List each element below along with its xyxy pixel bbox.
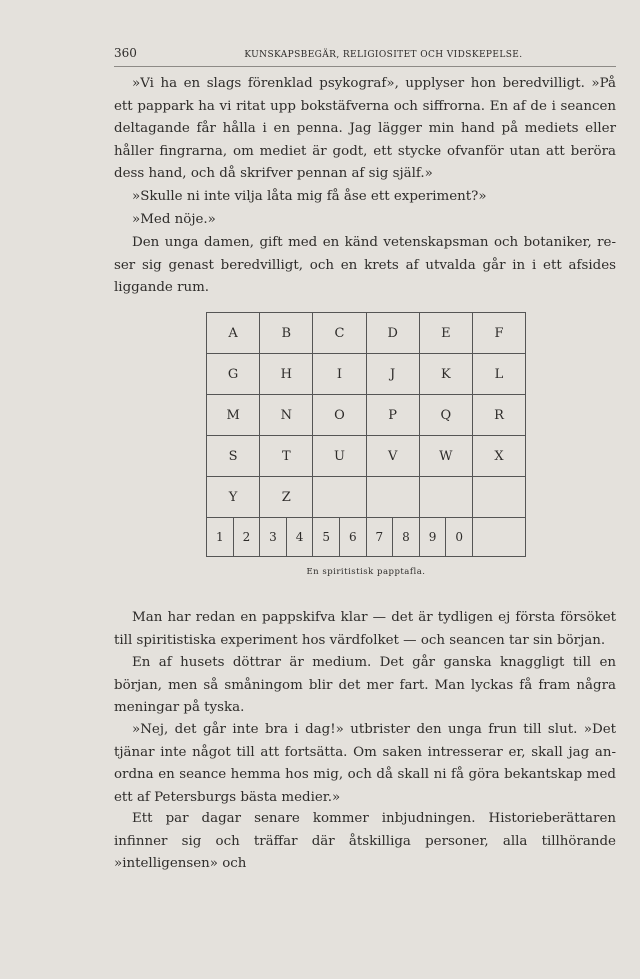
letter-cell	[366, 477, 419, 518]
letter-cell: I	[313, 354, 366, 395]
table-row	[207, 395, 526, 436]
paragraph: »Skulle ni inte vilja låta mig få åse ett experiment?»	[132, 189, 487, 204]
digit: 9	[428, 530, 437, 544]
table-row	[207, 313, 526, 354]
digit: 1	[215, 530, 224, 544]
paragraph: Man har redan en pappskifva klar — det är tydligen ej första försöket till spiritistiska experiment hos värdfolket — och seancen tar sin början.	[114, 610, 616, 648]
letter-cell: H	[260, 354, 313, 395]
digit: 5	[322, 530, 330, 544]
digit: 8	[392, 518, 419, 556]
table-row	[207, 477, 526, 518]
letter-cell: O	[313, 395, 366, 436]
page-number: 360	[114, 46, 137, 60]
letter-cell: C	[313, 313, 366, 354]
paragraph: »Vi ha en slags förenklad psykograf», upplyser hon beredvilligt. »På ett pappark ha vi ritat upp bokstäfverna och siffrorna. En af de i seancen deltagande får hålla i en penna. Jag lägger min hand på mediets eller håller fingrarna, om mediet är godt, ett stycke ofvanför utan att beröra dess hand, och då skrifver pennan af sig själf.»	[114, 76, 616, 182]
paragraph: Ett par dagar senare kommer inbjudningen. Historieberättaren infinner sig och träffar där åtskilliga personer, alla tillhörande »intelligensen» och	[114, 811, 616, 872]
empty-cell	[472, 518, 525, 557]
spiritist-board-table	[206, 312, 526, 557]
digit-pair-cell	[260, 518, 313, 557]
table-row-digits	[207, 518, 526, 557]
running-head	[114, 46, 616, 60]
paragraph: En af husets döttrar är medium. Det går ganska knaggligt till en början, men så småningom blir det mer fart. Man lyckas få fram några meningar på tyska.	[114, 655, 616, 716]
digit-pair-cell	[419, 518, 472, 557]
letter-cell	[313, 477, 366, 518]
digit-pair-cell	[313, 518, 366, 557]
letter-cell: A	[207, 313, 260, 354]
header-rule	[114, 66, 616, 67]
letter-cell: X	[472, 436, 525, 477]
letter-cell: B	[260, 313, 313, 354]
table-row	[207, 436, 526, 477]
letter-cell: M	[207, 395, 260, 436]
digit-pair-cell	[366, 518, 419, 557]
digit: 6	[339, 518, 366, 556]
table-row	[207, 354, 526, 395]
letter-cell: T	[260, 436, 313, 477]
paragraph: Den unga damen, gift med en känd vetenskapsman och botaniker, re-ser sig genast beredvilligt, och en krets af utvalda går in i ett afsides liggande rum.	[114, 235, 616, 296]
letter-cell: S	[207, 436, 260, 477]
letter-cell: W	[419, 436, 472, 477]
letter-cell: U	[313, 436, 366, 477]
paragraph: »Med nöje.»	[132, 212, 216, 227]
letter-cell: L	[472, 354, 525, 395]
figure-caption: En spiritistisk papptafla.	[306, 567, 426, 577]
digit: 0	[445, 518, 472, 556]
letter-cell: G	[207, 354, 260, 395]
digit: 2	[233, 518, 260, 556]
letter-cell: F	[472, 313, 525, 354]
letter-cell: E	[419, 313, 472, 354]
letter-cell: R	[472, 395, 525, 436]
digit: 4	[286, 518, 313, 556]
letter-cell: J	[366, 354, 419, 395]
digit-pair-cell	[207, 518, 260, 557]
letter-cell: Q	[419, 395, 472, 436]
letter-cell	[419, 477, 472, 518]
letter-cell: D	[366, 313, 419, 354]
letter-cell: V	[366, 436, 419, 477]
letter-cell: Z	[260, 477, 313, 518]
letter-cell: K	[419, 354, 472, 395]
letter-cell: P	[366, 395, 419, 436]
letter-cell: N	[260, 395, 313, 436]
letter-cell	[472, 477, 525, 518]
running-title: KUNSKAPSBEGÄR, RELIGIOSITET OCH VIDSKEPELSE.	[244, 50, 523, 60]
digit: 3	[269, 530, 277, 544]
paragraph: »Nej, det går inte bra i dag!» utbrister den unga frun till slut. »Det tjänar inte något till att fortsätta. Om saken intresserar er, skall jag an-ordna en seance hemma hos mig, och då skall ni få göra bekantskap med ett af Petersburgs bästa medier.»	[114, 722, 616, 805]
digit: 7	[375, 530, 384, 544]
letter-cell: Y	[207, 477, 260, 518]
